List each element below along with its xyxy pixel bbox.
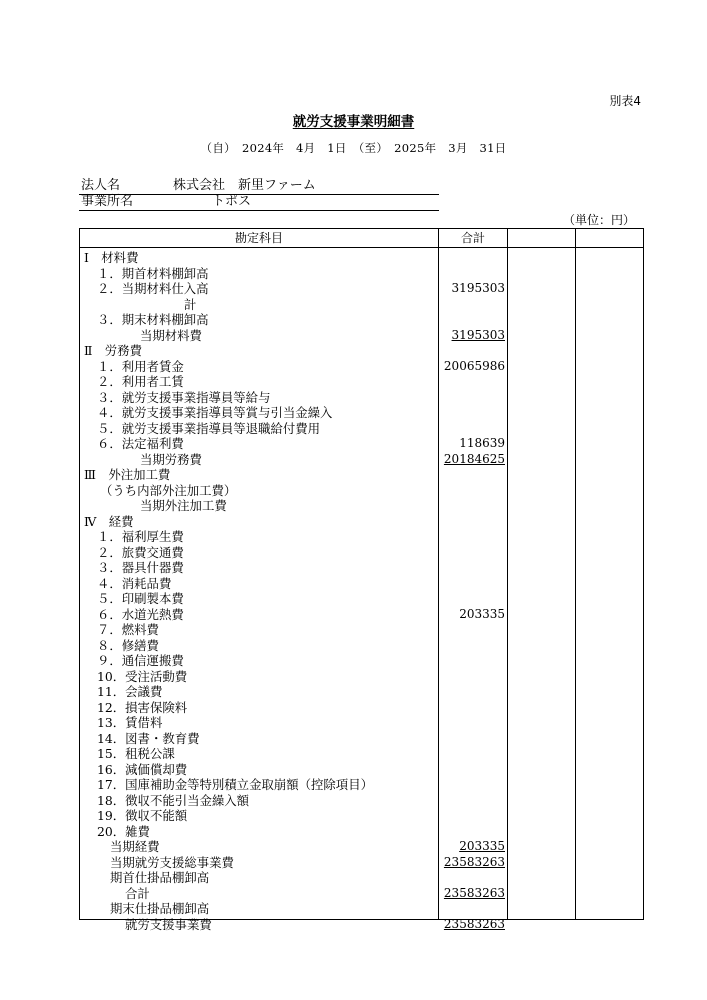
table-row bbox=[80, 250, 644, 266]
row-label: 当期材料費 bbox=[140, 327, 202, 343]
table-row bbox=[80, 467, 644, 483]
row-label: Ⅲ 外注加工費 bbox=[84, 467, 171, 482]
row-label: 12．損害保険料 bbox=[97, 699, 188, 715]
table-row bbox=[80, 917, 644, 933]
row-label: ５．印刷製本費 bbox=[97, 591, 184, 606]
row-label: ６．水道光熱費 bbox=[97, 606, 184, 622]
statement-table bbox=[79, 228, 644, 932]
header-divider bbox=[80, 247, 643, 248]
row-label: ４．消耗品費 bbox=[97, 575, 172, 591]
office-label: 事業所名 bbox=[81, 194, 134, 209]
table-row bbox=[80, 390, 644, 406]
row-label: ３．器具什器費 bbox=[97, 560, 184, 575]
row-amount: 23583263 bbox=[443, 854, 505, 869]
row-label: 15．租税公課 bbox=[97, 746, 175, 761]
table-row bbox=[80, 498, 644, 514]
row-label: Ⅳ 経費 bbox=[84, 513, 134, 529]
table-row bbox=[80, 405, 644, 421]
document-title bbox=[0, 110, 707, 130]
row-label: 16．減価償却費 bbox=[97, 761, 188, 777]
office-line bbox=[79, 194, 439, 211]
office-name: トポス bbox=[212, 194, 252, 209]
row-label: 就労支援事業費 bbox=[125, 916, 212, 932]
header-col4 bbox=[576, 230, 644, 246]
row-label: ９．通信運搬費 bbox=[97, 653, 184, 668]
table-row bbox=[80, 901, 644, 917]
row-label: ８．修繕費 bbox=[97, 637, 159, 653]
table-row bbox=[80, 560, 644, 576]
table-row bbox=[80, 762, 644, 778]
table-row bbox=[80, 359, 644, 375]
row-label: １．利用者賃金 bbox=[97, 358, 184, 374]
table-row bbox=[80, 529, 644, 545]
row-label: １．福利厚生費 bbox=[97, 529, 184, 544]
row-label: 当期就労支援総事業費 bbox=[110, 854, 234, 870]
table-row bbox=[80, 622, 644, 638]
row-label: 当期経費 bbox=[110, 839, 160, 854]
table-row bbox=[80, 777, 644, 793]
table-row bbox=[80, 312, 644, 328]
row-amount: 23583263 bbox=[443, 885, 505, 900]
row-label: 10．受注活動費 bbox=[97, 668, 188, 684]
table-row bbox=[80, 731, 644, 747]
row-label: ６．法定福利費 bbox=[97, 436, 184, 451]
row-label: （うち内部外注加工費） bbox=[100, 482, 237, 498]
row-label: ７．燃料費 bbox=[97, 622, 159, 637]
row-label: 18．徴収不能引当金繰入額 bbox=[97, 792, 250, 808]
table-row bbox=[80, 452, 644, 468]
row-label: 期首仕掛品棚卸高 bbox=[110, 870, 210, 885]
row-label: 17．国庫補助金等特別積立金取崩額（控除項目） bbox=[97, 777, 373, 792]
table-row bbox=[80, 343, 644, 359]
table-row bbox=[80, 700, 644, 716]
row-label: 13．賃借料 bbox=[97, 715, 163, 730]
row-label: ５．就労支援事業指導員等退職給付費用 bbox=[97, 420, 321, 436]
row-label: ３．就労支援事業指導員等給与 bbox=[97, 389, 271, 405]
row-label: ４．就労支援事業指導員等賞与引当金繰入 bbox=[97, 405, 333, 420]
fiscal-period: （自） 2024年 4月 1日 （至） 2025年 3月 31日 bbox=[200, 141, 507, 155]
table-row bbox=[80, 808, 644, 824]
row-label: 14．図書・教育費 bbox=[97, 730, 200, 746]
row-label: ３．期末材料棚卸高 bbox=[97, 312, 209, 327]
row-amount: 203335 bbox=[459, 839, 505, 853]
row-label: 期末仕掛品棚卸高 bbox=[110, 901, 210, 916]
table-row bbox=[80, 715, 644, 731]
row-label: １．期首材料棚卸高 bbox=[97, 265, 209, 281]
table-body bbox=[80, 250, 644, 932]
row-amount: 3195303 bbox=[451, 281, 505, 295]
table-row bbox=[80, 421, 644, 437]
table-row bbox=[80, 870, 644, 886]
table-row bbox=[80, 374, 644, 390]
row-amount: 20184625 bbox=[443, 451, 505, 466]
table-row bbox=[80, 638, 644, 654]
row-amount: 20065986 bbox=[443, 358, 505, 373]
table-row bbox=[80, 793, 644, 809]
header-account: 勘定科目 bbox=[234, 231, 283, 245]
row-label: 計 bbox=[184, 296, 197, 312]
unit-label: （単位：円） bbox=[562, 213, 635, 227]
row-label: 当期労務費 bbox=[140, 451, 202, 467]
table-row bbox=[80, 514, 644, 530]
corporation-label: 法人名 bbox=[81, 178, 121, 193]
table-row bbox=[80, 653, 644, 669]
row-label: 19．徴収不能額 bbox=[97, 808, 188, 823]
row-label: ２．旅費交通費 bbox=[97, 544, 184, 560]
row-label: 当期外注加工費 bbox=[140, 498, 227, 513]
corporation-line bbox=[79, 178, 439, 195]
row-amount: 203335 bbox=[459, 606, 505, 621]
table-row bbox=[80, 855, 644, 871]
table-row bbox=[80, 436, 644, 452]
row-label: Ⅱ 労務費 bbox=[84, 343, 142, 358]
row-amount: 118639 bbox=[459, 436, 505, 450]
row-amount: 23583263 bbox=[443, 916, 505, 931]
annex-label: 別表4 bbox=[609, 94, 641, 108]
header-col3 bbox=[508, 230, 575, 246]
document-title-text: 就労支援事業明細書 bbox=[292, 114, 415, 130]
header-total: 合計 bbox=[460, 231, 485, 245]
table-row bbox=[80, 297, 644, 313]
table-row bbox=[80, 328, 644, 344]
row-amount: 3195303 bbox=[451, 327, 505, 342]
row-label: 20．雑費 bbox=[97, 823, 150, 839]
corporation-name: 株式会社 新里ファーム bbox=[173, 178, 316, 193]
table-row bbox=[80, 684, 644, 700]
table-row bbox=[80, 824, 644, 840]
table-row bbox=[80, 886, 644, 902]
row-label: 11．会議費 bbox=[97, 684, 163, 699]
table-row bbox=[80, 607, 644, 623]
row-label: ２．当期材料仕入高 bbox=[97, 281, 209, 296]
table-row bbox=[80, 591, 644, 607]
table-row bbox=[80, 266, 644, 282]
row-label: 合計 bbox=[125, 885, 150, 901]
row-label: ２．利用者工賃 bbox=[97, 374, 184, 389]
table-row bbox=[80, 281, 644, 297]
table-row bbox=[80, 545, 644, 561]
table-row bbox=[80, 669, 644, 685]
table-row bbox=[80, 839, 644, 855]
table-row bbox=[80, 746, 644, 762]
table-row bbox=[80, 483, 644, 499]
table-row bbox=[80, 576, 644, 592]
row-label: Ⅰ 材料費 bbox=[84, 250, 139, 265]
